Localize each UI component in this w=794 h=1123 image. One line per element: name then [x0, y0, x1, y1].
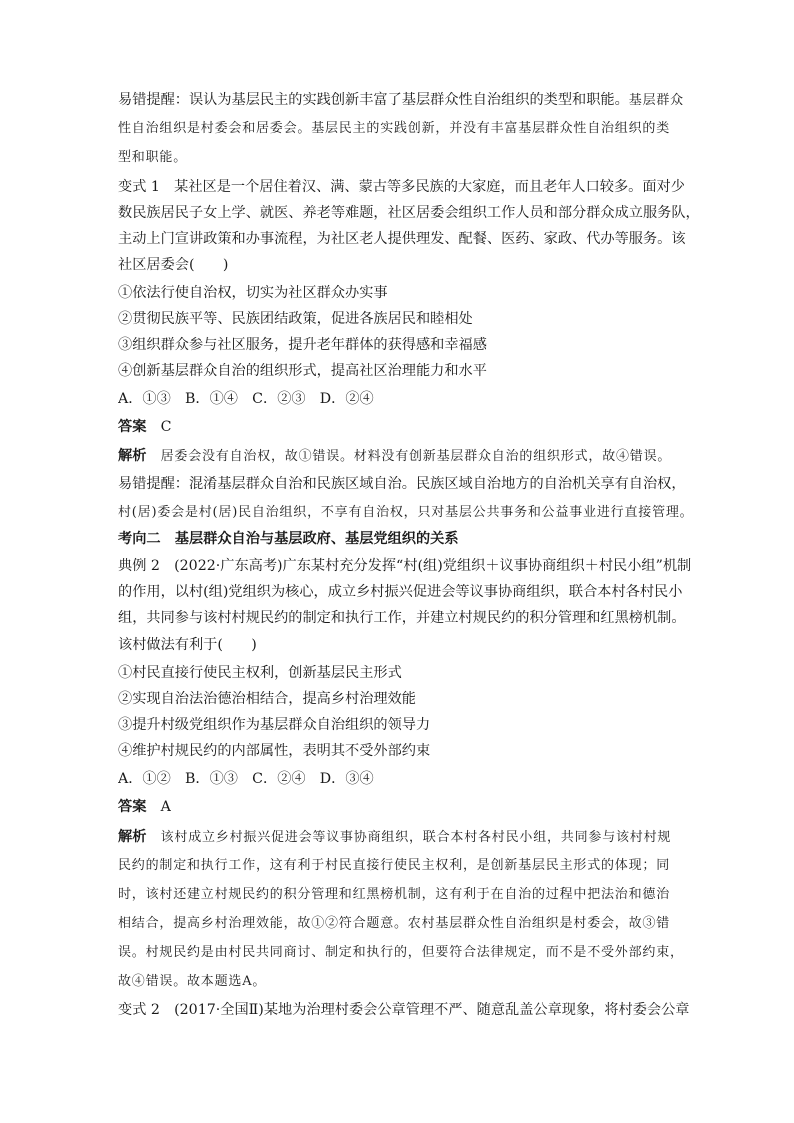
tip-line-2: 性自治组织是村委会和居委会。基层民主的实践创新，并没有丰富基层群众性自治组织的类: [118, 121, 671, 136]
example2-analysis-4: 相结合，提高乡村治理效能，故①②符合题意。农村基层群众性自治组织是村委会，故③错: [118, 916, 671, 931]
example2-option-2: ②实现自治法治德治相结合，提高乡村治理效能: [118, 691, 416, 707]
variant1-option-2: ②贯彻民族平等、民族团结政策，促进各族居民和睦相处: [118, 311, 473, 327]
example2-text: (2022·广东高考)广东某村充分发挥“村(组)党组织＋议事协商组织＋村民小组”机制: [174, 558, 692, 574]
answer-value: C: [160, 419, 172, 435]
answer-label: 答案: [118, 419, 147, 435]
tip-text: 易错提醒：误认为基层民主的实践创新丰富了基层群众性自治组织的类型和职能。: [118, 92, 629, 108]
variant2-text: (2017·全国Ⅱ)某地为治理村委会公章管理不严、随意乱盖公章现象，将村委会公章: [174, 1002, 690, 1018]
section-heading: 考向二 基层群众自治与基层政府、基层党组织的关系: [118, 531, 459, 547]
analysis-label: 解析: [118, 448, 147, 464]
example2-analysis-3: 时，该村还建立村规民约的积分管理和红黑榜机制，这有利于在自治的过程中把法治和德治: [118, 887, 671, 902]
variant1-option-1: ①依法行使自治权，切实为社区群众办实事: [118, 285, 388, 301]
variant1-tip-1: 易错提醒：混淆基层群众自治和民族区域自治。民族区域自治地方的自治机关享有自治权，: [118, 476, 686, 492]
variant1-choices: A．①③ B．①④ C．②③ D．②④: [118, 391, 374, 407]
example2-line-3: 组，共同参与该村村规民约的制定和执行工作，并建立村规民约的积分管理和红黑榜机制。: [118, 610, 686, 626]
tip-line-3: 型和职能。: [118, 150, 188, 165]
analysis-text: 该村成立乡村振兴促进会等议事协商组织，联合本村各村民小组，共同参与该村村规: [160, 830, 672, 845]
variant1-answer: [118, 417, 171, 437]
variant1-line-1: [118, 177, 685, 197]
variant1-label: 变式 1: [118, 179, 160, 195]
variant1-option-3: ③组织群众参与社区服务，提升老年群体的获得感和幸福感: [118, 337, 487, 353]
example2-label: 典例 2: [118, 558, 160, 574]
variant1-analysis: [118, 446, 671, 467]
variant1-option-4: ④创新基层群众自治的组织形式，提高社区治理能力和水平: [118, 363, 487, 379]
analysis-text: 居委会没有自治权，故①错误。材料没有创新基层群众自治的组织形式，故④错误。: [160, 449, 672, 464]
answer-value: A: [160, 799, 171, 815]
example2-option-1: ①村民直接行使民主权利，创新基层民主形式: [118, 665, 402, 681]
example2-line-2: 的作用，以村(组)党组织为核心，成立乡村振兴促进会等议事协商组织，联合本村各村民小: [118, 584, 683, 600]
answer-label: 答案: [118, 799, 147, 815]
tip-text-kai: 基层群众: [628, 93, 684, 108]
variant2-label: 变式 2: [118, 1002, 160, 1018]
variant2-line-1: [118, 1000, 689, 1020]
example2-option-4: ④维护村规民约的内部属性，表明其不受外部约束: [118, 743, 431, 759]
example2-option-3: ③提升村级党组织作为基层群众自治组织的领导力: [118, 717, 431, 733]
example2-answer: [118, 797, 171, 817]
example2-analysis-1: [118, 827, 671, 848]
tip-line-1: [118, 90, 684, 111]
variant1-text: 某社区是一个居住着汉、满、蒙古等多民族的大家庭，而且老年人口较多。面对少: [174, 179, 685, 195]
variant1-tip-2: 村(居)委会是村(居)民自治组织，不享有自治权，只对基层公共事务和公益事业进行直接管理。: [118, 505, 694, 520]
variant1-line-3: 主动上门宣讲政策和办事流程，为社区老人提供理发、配餐、医药、家政、代办等服务。该: [118, 231, 686, 247]
example2-line-1: [118, 556, 691, 576]
analysis-label: 解析: [118, 829, 147, 845]
example2-analysis-5: 误。村规民约是由村民共同商讨、制定和执行的，但要符合法律规定，而不是不受外部约束，: [118, 945, 684, 960]
variant1-line-4: 社区居委会( ): [118, 257, 229, 273]
example2-analysis-6: 故④错误。故本题选A。: [118, 974, 267, 989]
example2-line-4: 该村做法有利于( ): [118, 637, 257, 653]
example2-choices: A．①② B．①③ C．②④ D．③④: [118, 771, 374, 787]
example2-analysis-2: 民约的制定和执行工作，这有利于村民直接行使民主权利，是创新基层民主形式的体现；同: [118, 858, 671, 873]
variant1-line-2: 数民族居民子女上学、就医、养老等难题，社区居委会组织工作人员和部分群众成立服务队，: [118, 205, 700, 221]
